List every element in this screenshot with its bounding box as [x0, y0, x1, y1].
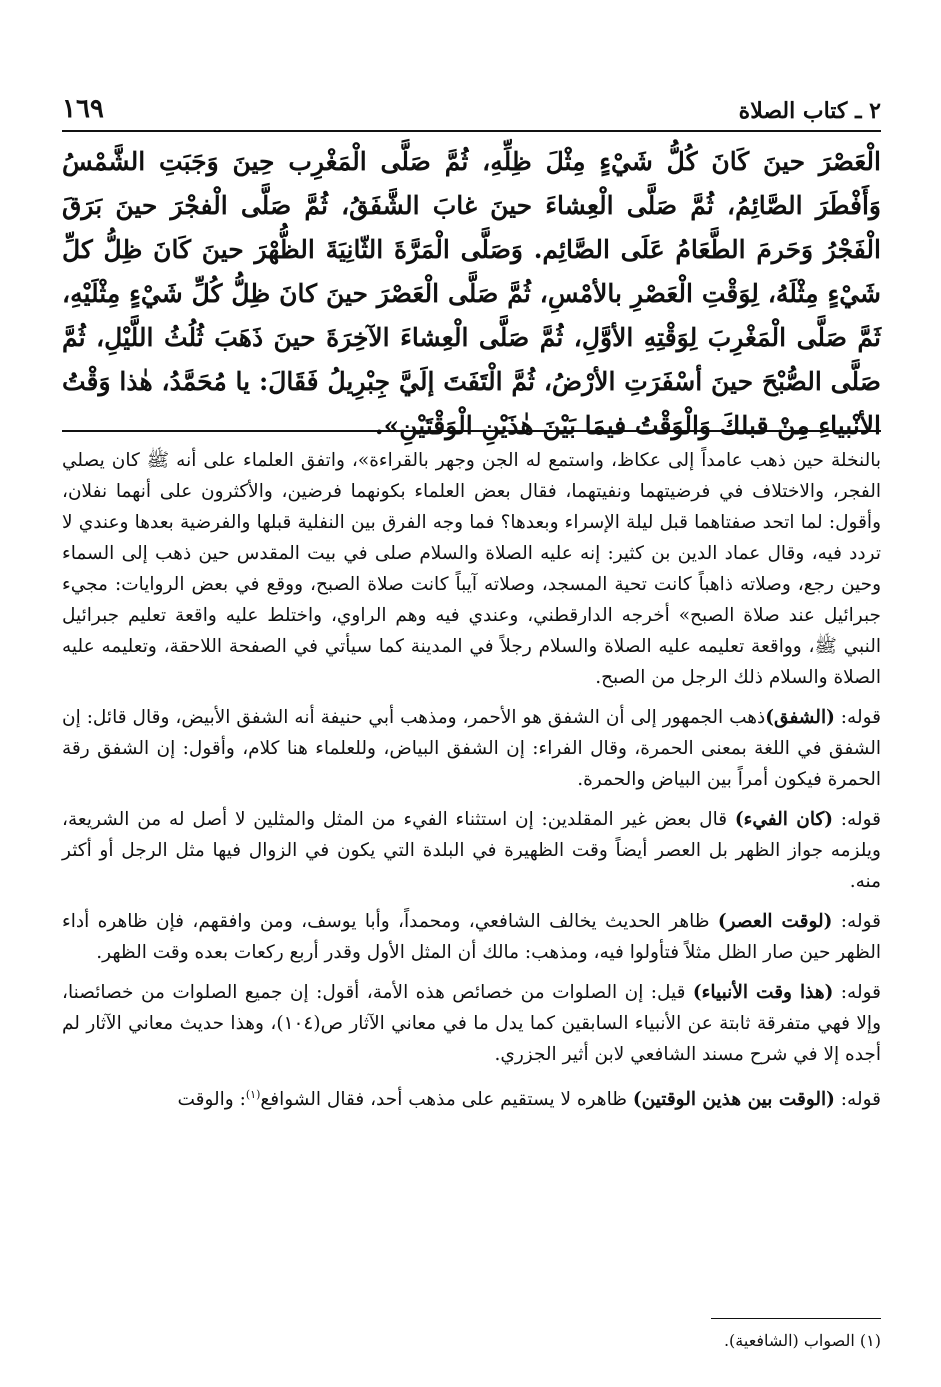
headword-anbiya: (هذا وقت الأنبياء) — [692, 982, 834, 1003]
paragraph-lead: قوله: — [834, 707, 881, 728]
commentary-paragraph-1: بالنخلة حين ذهب عامداً إلى عكاظ، واستمع له الجن وجهر بالقراءة»، واتفق العلماء على أنه ﷺ كان يصلي الفجر، والاختلاف في فرضيتهما ونفيتهما، فقال بعض العلماء بكونهما فرضين، والأكثرون على أنهما نفلان، وأقول: لما اتحد صفتاهما قبل ليلة الإسراء وبعدها؟ فما وجه الفرق بين النفلية قبلها والفرضية بعدها وعندي لا تردد فيه، وقال عماد الدين بن كثير: إنه عليه الصلاة والسلام صلى في بيت المقدس حين ذهب إلى السماء وحين رجع، وصلاته ذاهباً كانت تحية المسجد، وصلاته آيباً كانت صلاة الصبح، ووقع في بعض الروايات: مجيء جبرائيل عند صلاة الصبح» أخرجه الدارقطني، وعندي فيه وهم الراوي، واختلط عليه واقعة تعليم جبرائيل النبي ﷺ، وواقعة تعليمه عليه الصلاة والسلام رجلاً في المدينة كما سيأتي في الصفحة اللاحقة، وتعليمه عليه الصلاة والسلام ذلك الرجل من الصبح. — [62, 450, 881, 688]
hadith-text-block — [62, 140, 881, 448]
headword-asr: (لوقت العصر) — [717, 911, 833, 932]
headword-shafaq: (الشفق) — [765, 707, 835, 728]
paragraph-lead: قوله: — [833, 982, 881, 1003]
footnote: (١) الصواب (الشافعية). — [723, 1331, 881, 1350]
commentary-paragraph-4 — [62, 906, 881, 968]
paragraph-body: قال بعض غير المقلدين: إن استثناء الفيء من المثل والمثلين لا أصل له من الشريعة، ويلزمه جواز الظهر بل العصر أيضاً وقت الظهيرة في البلدة التي يكون في الزوال فيها مثل الرجل أو أكثر منه. — [62, 809, 881, 892]
footnote-marker: (١) — [245, 1088, 261, 1101]
commentary-block — [62, 445, 881, 1124]
headword-fay: (كان الفيء) — [734, 809, 834, 830]
commentary-paragraph-2 — [62, 702, 881, 795]
hadith-paragraph: الْعَصْرَ حينَ كَانَ كُلُّ شَيْءٍ مِثْلَ ظِلِّهِ، ثُمَّ صَلَّى الْمَغْرِب حِينَ وَجَبَتِ الشَّمْسُ وَأَفْطَرَ الصَّائِمُ، ثُمَّ صَلَّى الْعِشاءَ حينَ غابَ الشَّفَقُ، ثُمَّ صَلَّى الْفجْرَ حينَ بَرَقَ الْفَجْرُ وَحَرمَ الطَّعَامُ عَلَى الصَّائِم. وَصَلَّى الْمَرَّةَ الثّانِيَةَ الظُّهْرَ حينَ كَانَ ظِلُّ كلِّ شَيْءٍ مِثْلَهُ، لِوَقْتِ الْعَصْرِ بالأمْسِ، ثُمَّ صَلَّى الْعَصْرَ حينَ كانَ ظِلُّ كُلِّ شَيْءٍ مِثْلَيْهِ، ثَمَّ صَلَّى الْمَغْرِبَ لِوَقْتِهِ الأوَّلِ، ثُمَّ صَلَّى الْعِشاءَ الآخِرَةَ حينَ ذَهَبَ ثُلُثُ اللَّيْلِ، ثُمَّ صَلَّى الصُّبْحَ حينَ أسْفَرَتِ الأرْضُ، ثُمَّ الْتَفَتَ إلَيَّ جِبْرِيلُ فَقَالَ: يا مُحَمَّدُ، هٰذا وَقْتُ الأنْبياءِ مِنْ قبلكَ وَالْوَقْتُ فيمَا بَيْنَ هٰذَيْنِ الْوَقْتَيْنِ». — [62, 147, 881, 440]
footnote-divider — [711, 1318, 881, 1319]
commentary-paragraph-6 — [62, 1079, 881, 1115]
paragraph-lead: قوله: — [834, 1089, 881, 1111]
paragraph-body: ظاهر الحديث يخالف الشافعي، ومحمداً، وأبا يوسف، ومن وافقهم، فإن ظاهره أداء الظهر حين صار الظل مثلاً فتأولوا فيه، ومذهب: مالك أن المثل الأول وقدر أربع ركعات بعده وقت الظهر. — [62, 911, 881, 963]
headword-waqt: (الوقت بين هذين الوقتين) — [632, 1089, 835, 1111]
commentary-paragraph-3 — [62, 804, 881, 897]
paragraph-lead: قوله: — [833, 809, 881, 830]
running-head: ٢ ـ كتاب الصلاة — [738, 98, 881, 124]
paragraph-body: ظاهره لا يستقيم على مذهب أحد، فقال الشوافع — [260, 1089, 633, 1111]
paragraph-body: قيل: إن الصلوات من خصائص هذه الأمة، أقول: إن جميع الصلوات من خصائصنا، وإلا فهي متفرقة ثابتة عن الأنبياء السابقين كما يدل ما في معاني الآثار ص(١٠٤)، وهذا حديث معاني الآثار لم أجده إلا في شرح مسند الشافعي لابن أثير الجزري. — [62, 982, 881, 1065]
page-header — [62, 84, 881, 132]
section-divider — [62, 430, 881, 432]
commentary-paragraph-5 — [62, 977, 881, 1070]
paragraph-lead: قوله: — [832, 911, 881, 932]
paragraph-tail: : والوقت — [177, 1089, 246, 1111]
page-number: ١٦٩ — [62, 94, 104, 124]
paragraph-body: ذهب الجمهور إلى أن الشفق هو الأحمر، ومذهب أبي حنيفة أنه الشفق الأبيض، وقال قائل: إن الشفق في اللغة بمعنى الحمرة، وقال الفراء: إن الشفق البياض، وللعلماء هنا كلام، وأقول: إن الشفق رقة الحمرة فيكون أمراً بين البياض والحمرة. — [62, 707, 881, 790]
